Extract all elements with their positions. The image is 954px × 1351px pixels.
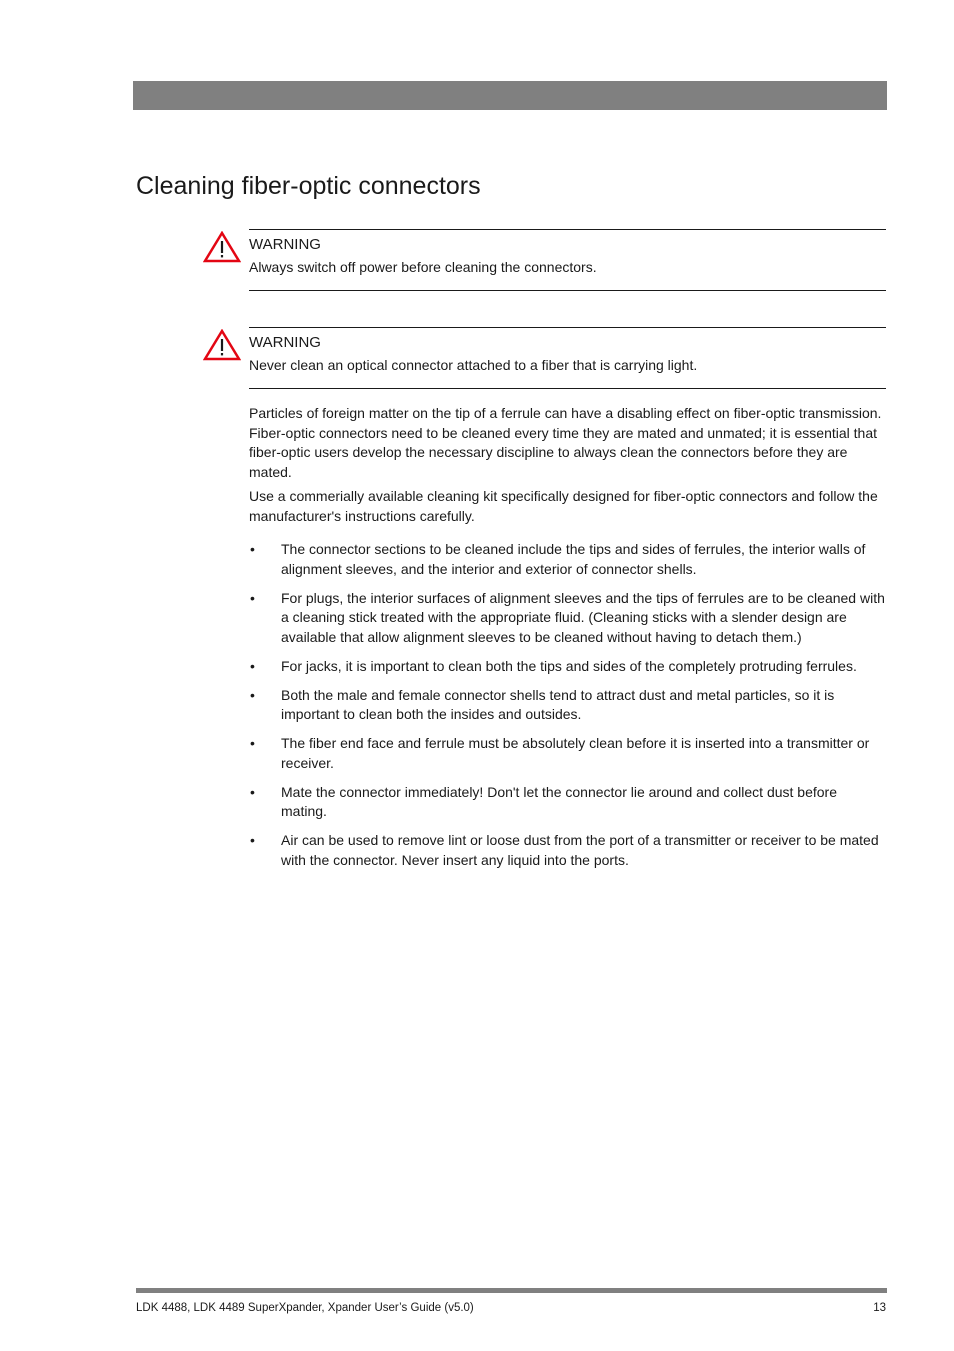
list-item <box>249 589 886 648</box>
bullet-icon: • <box>250 686 255 703</box>
warning-triangle-icon <box>203 329 241 361</box>
list-item-text: Both the male and female connector shells tend to attract dust and metal particles, so it is important to clean both the insides and outsides. <box>281 686 835 722</box>
bullet-icon: • <box>250 735 255 751</box>
warning-heading: WARNING <box>249 334 321 351</box>
warning-text: Always switch off power before cleaning the connectors. <box>249 259 597 275</box>
page-number: 13 <box>873 1302 886 1314</box>
list-item-text: For jacks, it is important to clean both the tips and sides of the completely protruding ferrules. <box>281 657 857 674</box>
bullet-icon: • <box>250 589 255 606</box>
bullet-icon: • <box>250 657 255 674</box>
list-item <box>249 657 886 677</box>
warning-heading: WARNING <box>249 236 321 253</box>
bullet-icon: • <box>250 541 255 557</box>
page-title: Cleaning fiber-optic connectors <box>136 172 481 200</box>
paragraph: Particles of foreign matter on the tip of a ferrule can have a disabling effect on fiber-optic transmission. Fiber-optic connectors need to be cleaned every time they are mated and unmated; it is essential that fiber-optic users develop the necessary discipline to always clean the connectors before they are mated. <box>249 405 882 480</box>
paragraph: Use a commerially available cleaning kit specifically designed for fiber-optic connectors and follow the manufacturer's instructions carefully. <box>249 488 878 524</box>
warning-triangle-icon <box>203 231 241 263</box>
bullet-icon: • <box>250 783 255 800</box>
list-item <box>249 783 886 822</box>
list-item <box>249 831 886 870</box>
footer-bar <box>136 1288 887 1293</box>
header-bar <box>133 81 887 110</box>
list-item-text: The connector sections to be cleaned include the tips and sides of ferrules, the interior walls of alignment sleeves, and the interior and exterior of connector shells. <box>281 541 866 577</box>
bullet-icon: • <box>250 832 255 848</box>
warning-box <box>249 327 886 389</box>
warning-text: Never clean an optical connector attached to a fiber that is carrying light. <box>249 357 698 373</box>
list-item <box>249 734 886 773</box>
warning-box <box>249 229 886 291</box>
list-item <box>249 686 886 725</box>
footer-text: LDK 4488, LDK 4489 SuperXpander, Xpander User’s Guide (v5.0) <box>136 1302 474 1314</box>
list-item-text: Mate the connector immediately! Don't let the connector lie around and collect dust before mating. <box>281 783 837 819</box>
list-item-text: The fiber end face and ferrule must be absolutely clean before it is inserted into a transmitter or receiver. <box>281 735 870 771</box>
body-content <box>249 404 886 880</box>
list-item <box>249 540 886 579</box>
list-item-text: For plugs, the interior surfaces of alignment sleeves and the tips of ferrules are to be cleaned with a cleaning stick treated with the appropriate fluid. (Cleaning sticks with a slender design are available that allow alignment sleeves to be cleaned without having to detach them.) <box>281 589 885 645</box>
bullet-list <box>249 540 886 870</box>
list-item-text: Air can be used to remove lint or loose dust from the port of a transmitter or receiver to be mated with the connector. Never insert any liquid into the ports. <box>281 832 879 868</box>
